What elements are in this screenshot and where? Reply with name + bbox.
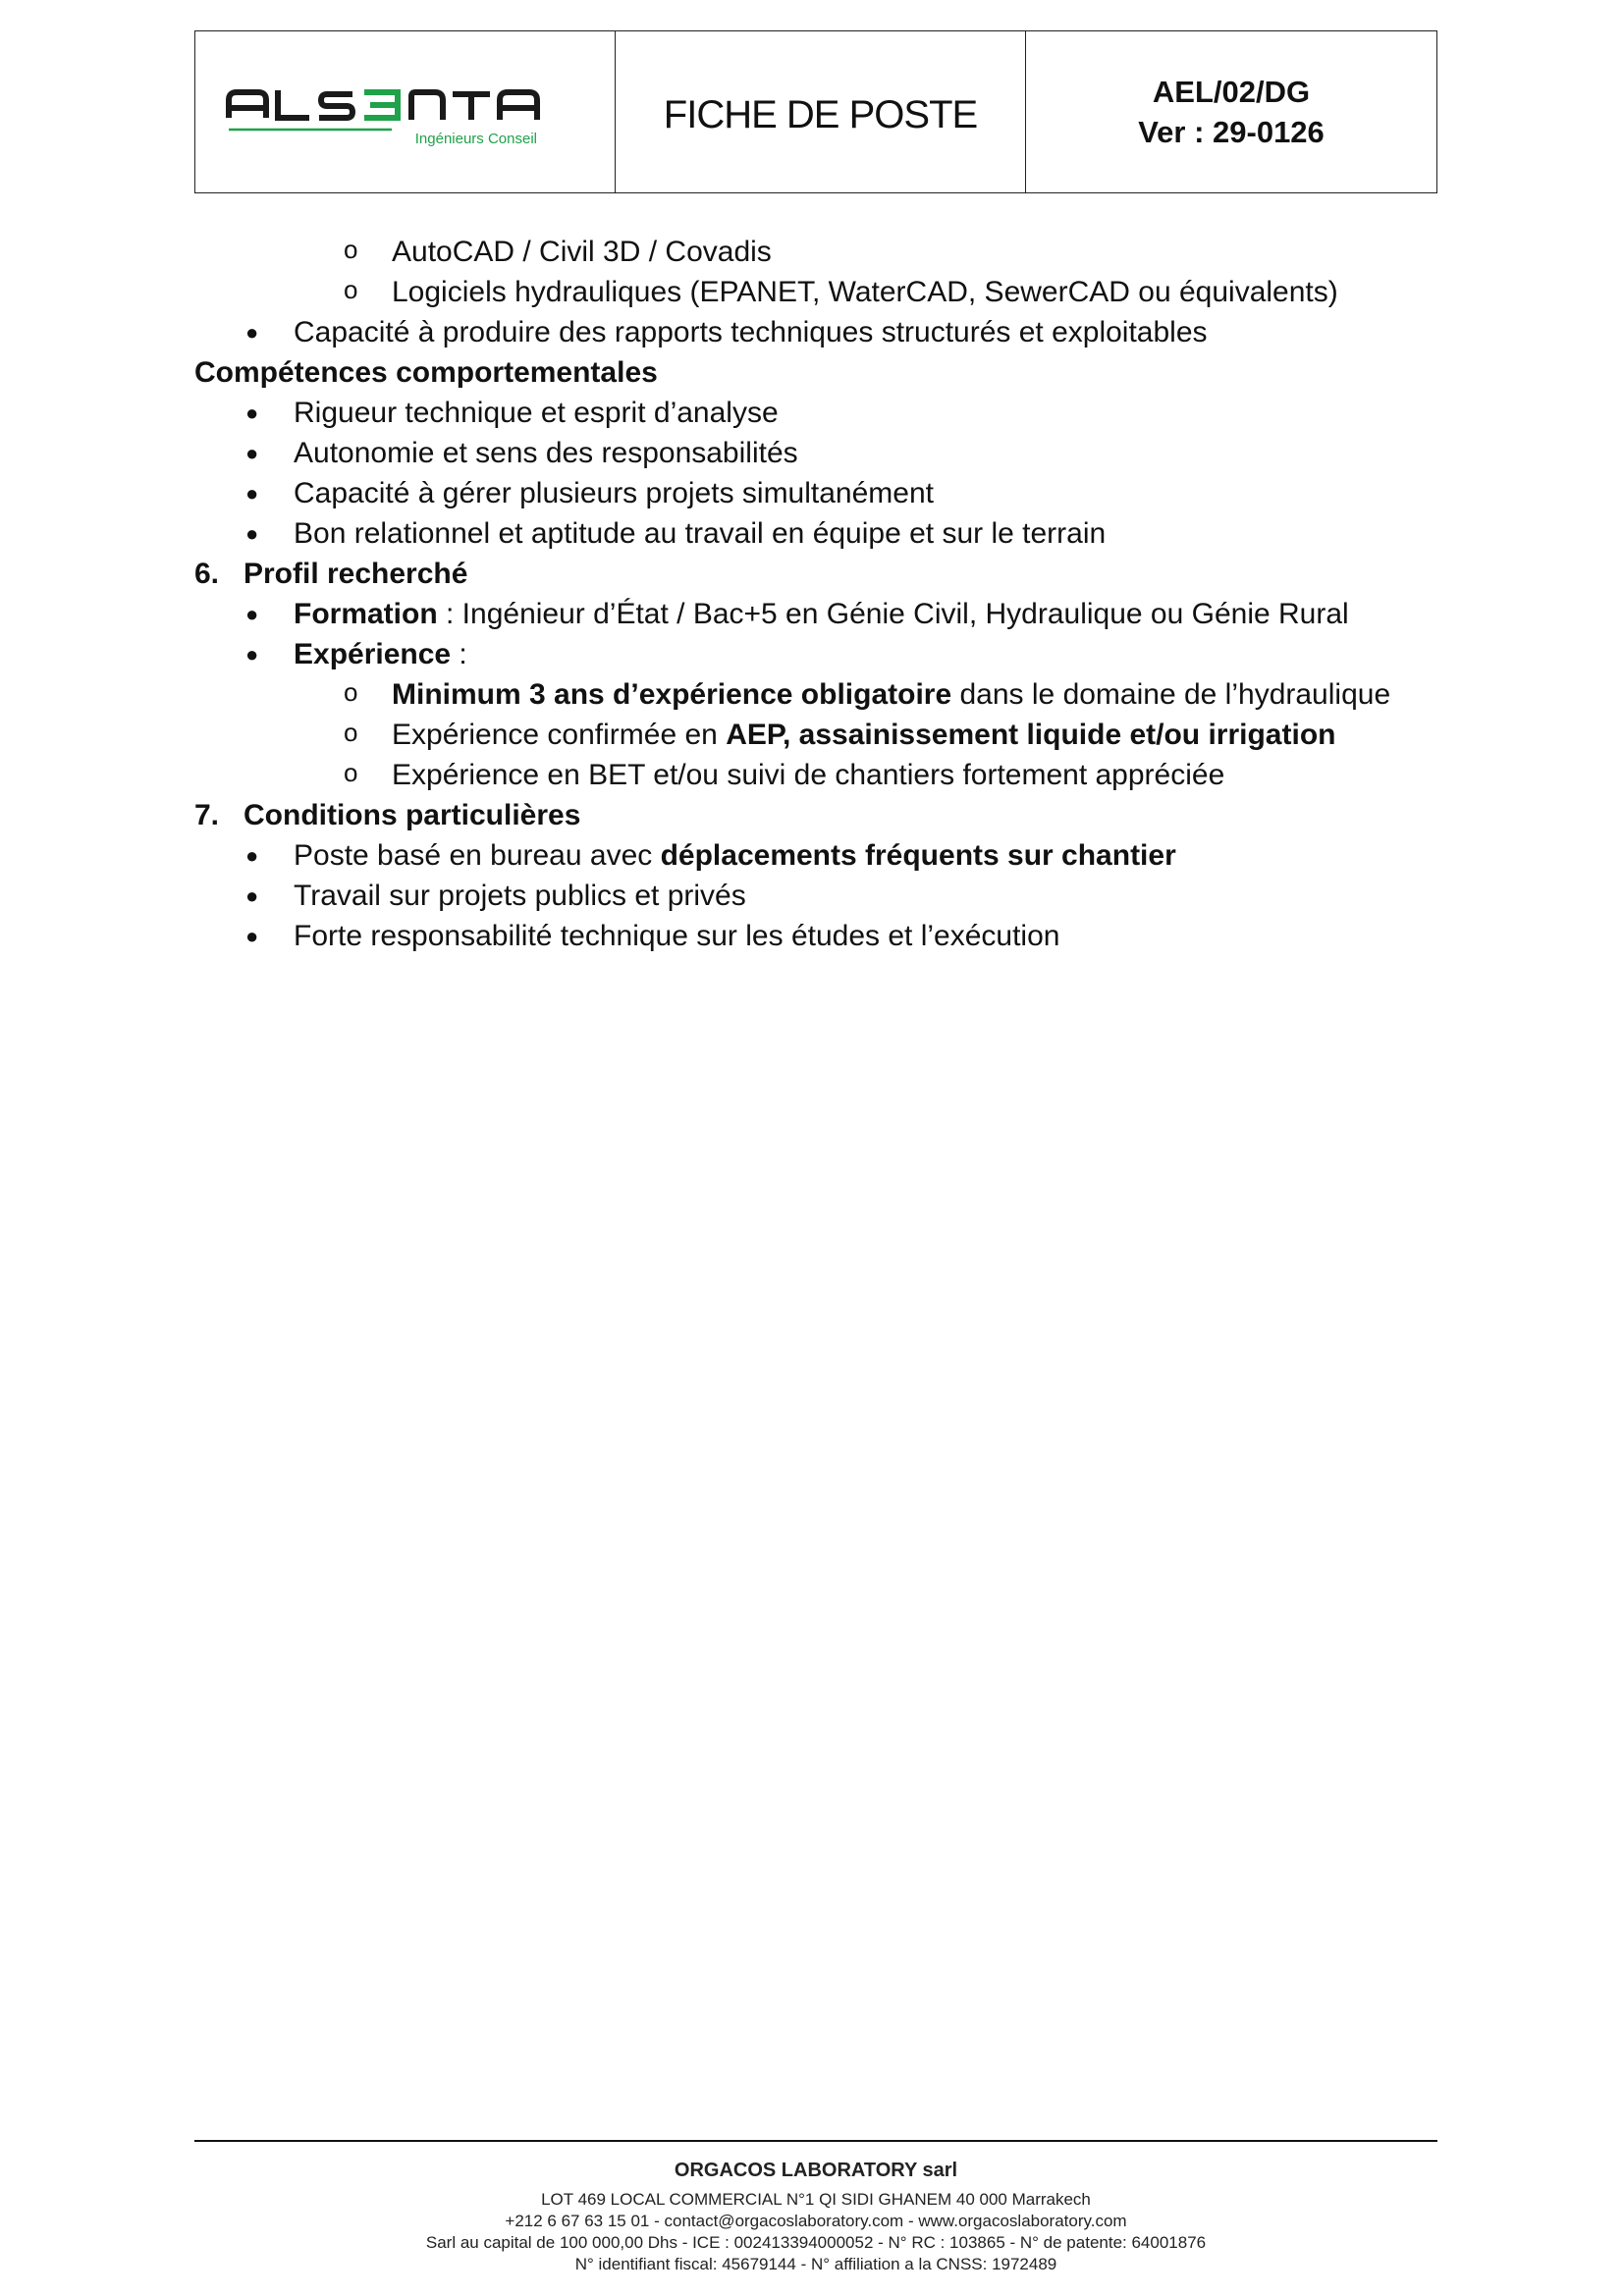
sub-bullet-marker: o	[344, 758, 358, 787]
list-item	[194, 232, 1441, 272]
list-item	[194, 272, 1441, 312]
experience-min-bold: Minimum 3 ans d’expérience obligatoire	[392, 678, 952, 711]
list-item	[194, 634, 1441, 674]
title-cell	[616, 31, 1026, 192]
experience-confirmed-bold: AEP, assainissement liquide et/ou irrigation	[726, 719, 1336, 751]
reports-item: Capacité à produire des rapports techniques structurés et exploitables	[294, 316, 1208, 348]
footer-divider	[194, 2140, 1437, 2142]
list-item	[194, 312, 1441, 352]
conditions-item: Forte responsabilité technique sur les études et l’exécution	[294, 920, 1060, 952]
bullet-marker: ●	[245, 481, 259, 506]
bullet-marker: ●	[245, 924, 259, 948]
logo-tagline: Ingénieurs Conseil	[414, 131, 537, 147]
bullet-marker: ●	[245, 642, 259, 667]
section-number: 7.	[194, 799, 220, 831]
experience-item	[294, 634, 467, 674]
conditions-item1-prefix: Poste basé en bureau avec	[294, 839, 661, 872]
list-item	[194, 473, 1441, 513]
formation-label: Formation	[294, 598, 438, 630]
sub-bullet-marker: o	[344, 677, 358, 707]
experience-label: Expérience	[294, 638, 452, 670]
bullet-marker: ●	[245, 400, 259, 425]
reference-cell	[1026, 31, 1436, 192]
conditions-heading: Conditions particulières	[243, 799, 581, 831]
bullet-marker: ●	[245, 843, 259, 868]
behavioral-item: Bon relationnel et aptitude au travail en équipe et sur le terrain	[294, 517, 1107, 550]
sub-bullet-marker: o	[344, 275, 358, 304]
bullet-marker: ●	[245, 602, 259, 626]
software-item: AutoCAD / Civil 3D / Covadis	[392, 236, 772, 268]
bullet-marker: ●	[245, 883, 259, 908]
bullet-marker: ●	[245, 441, 259, 465]
footer-fiscal: N° identifiant fiscal: 45679144 - N° affiliation a la CNSS: 1972489	[574, 2255, 1057, 2273]
logo-letter-n	[411, 92, 443, 120]
footer-legal: Sarl au capital de 100 000,00 Dhs - ICE : 002413394000052 - N° RC : 103865 - N° de patente: 64001876	[425, 2233, 1207, 2252]
formation-item	[294, 594, 1349, 634]
experience-confirmed-prefix: Expérience confirmée en	[392, 719, 727, 751]
bullet-marker: ●	[245, 320, 259, 345]
list-item	[194, 594, 1441, 634]
logo-letter-a2	[500, 92, 537, 120]
logo-cell	[195, 31, 616, 192]
profile-heading: Profil recherché	[243, 558, 468, 590]
behavioral-item: Capacité à gérer plusieurs projets simultanément	[294, 477, 934, 509]
footer-company: ORGACOS LABORATORY sarl	[674, 2160, 958, 2181]
software-item: Logiciels hydrauliques (EPANET, WaterCAD, SewerCAD ou équivalents)	[392, 276, 1338, 308]
list-item	[194, 916, 1441, 956]
reference-code: AEL/02/DG	[1152, 75, 1311, 109]
behavioral-heading: Compétences comportementales	[194, 356, 658, 389]
document-footer	[194, 2156, 1437, 2275]
version-number: Ver : 29-0126	[1138, 115, 1325, 149]
experience-min-rest: dans le domaine de l’hydraulique	[951, 678, 1391, 711]
document-body	[194, 232, 1441, 956]
section-number: 6.	[194, 558, 220, 590]
formation-text: : Ingénieur d’État / Bac+5 en Génie Civil, Hydraulique ou Génie Rural	[437, 598, 1349, 630]
list-item	[194, 433, 1441, 473]
sub-bullet-marker: o	[344, 235, 358, 264]
list-item	[194, 393, 1441, 433]
bullet-marker: ●	[245, 521, 259, 546]
experience-suffix: :	[451, 638, 467, 670]
section-heading	[194, 795, 1441, 835]
list-item	[194, 835, 1441, 876]
document-title: FICHE DE POSTE	[663, 92, 978, 136]
experience-confirmed-item	[392, 715, 1335, 755]
experience-bet-item: Expérience en BET et/ou suivi de chantiers fortement appréciée	[392, 759, 1225, 791]
section-heading	[194, 554, 1441, 594]
logo-letter-s	[319, 94, 352, 118]
list-item	[194, 715, 1441, 755]
conditions-item1-bold: déplacements fréquents sur chantier	[660, 839, 1176, 872]
behavioral-item: Rigueur technique et esprit d’analyse	[294, 397, 779, 429]
footer-contact: +212 6 67 63 15 01 - contact@orgacoslaboratory.com - www.orgacoslaboratory.com	[505, 2212, 1127, 2230]
sub-bullet-marker: o	[344, 718, 358, 747]
logo-letter-t	[453, 94, 490, 120]
logo-letter-l	[278, 90, 309, 118]
list-item	[194, 876, 1441, 916]
list-item	[194, 513, 1441, 554]
footer-address: LOT 469 LOCAL COMMERCIAL N°1 QI SIDI GHANEM 40 000 Marrakech	[541, 2190, 1091, 2209]
behavioral-item: Autonomie et sens des responsabilités	[294, 437, 798, 469]
conditions-item	[294, 835, 1176, 876]
logo-letter-e	[364, 92, 398, 118]
logo-letter-a	[229, 92, 266, 118]
conditions-item: Travail sur projets publics et privés	[294, 880, 746, 912]
section-heading	[194, 352, 1441, 393]
list-item	[194, 755, 1441, 795]
list-item	[194, 674, 1441, 715]
experience-min-item	[392, 674, 1390, 715]
document-header	[194, 30, 1437, 193]
company-logo	[225, 79, 559, 177]
